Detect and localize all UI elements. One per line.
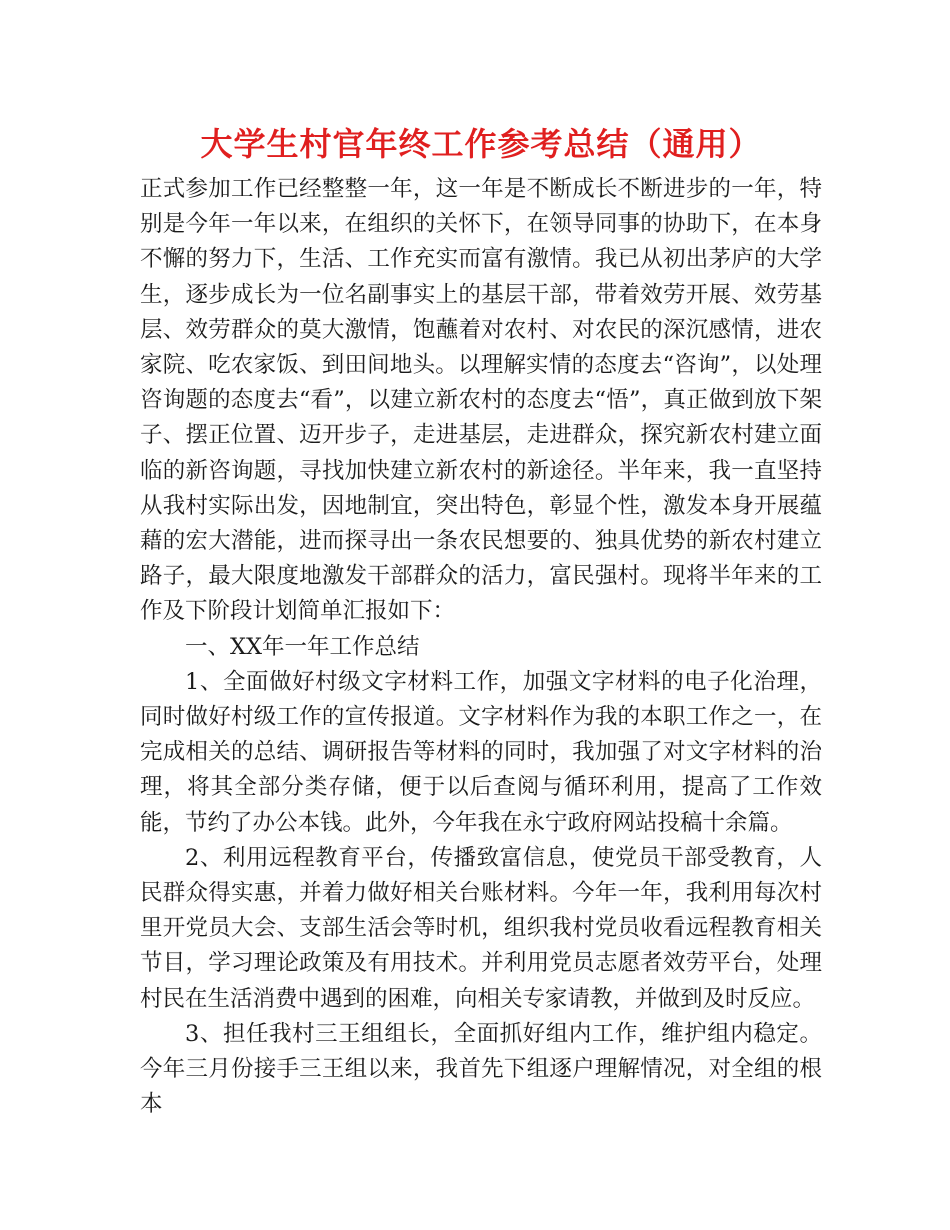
document-body: [140, 172, 822, 1122]
paragraph-item-1: 1、全面做好村级文字材料工作，加强文字材料的电子化治理，同时做好村级工作的宣传报道。文字材料作为我的本职工作之一，在完成相关的总结、调研报告等材料的同时，我加强了对文字材料的治理，将其全部分类存储，便于以后查阅与循环利用，提高了工作效能，节约了办公本钱。此外，今年我在永宁政府网站投稿十余篇。: [140, 668, 822, 836]
document-title: 大学生村官年终工作参考总结（通用）: [200, 125, 762, 163]
paragraph-intro: 正式参加工作已经整整一年，这一年是不断成长不断进步的一年，特别是今年一年以来，在组织的关怀下，在领导同事的协助下，在本身不懈的努力下，生活、工作充实而富有激情。我已从初出茅庐的大学生，逐步成长为一位名副事实上的基层干部，带着效劳开展、效劳基层、效劳群众的莫大激情，饱蘸着对农村、对农民的深沉感情，进农家院、吃农家饭、到田间地头。以理解实情的态度去“咨询”，以处理咨询题的态度去“看”，以建立新农村的态度去“悟”，真正做到放下架子、摆正位置、迈开步子，走进基层，走进群众，探究新农村建立面临的新咨询题，寻找加快建立新农村的新途径。半年来，我一直坚持从我村实际出发，因地制宜，突出特色，彰显个性，激发本身开展蕴藉的宏大潜能，进而探寻出一条农民想要的、独具优势的新农村建立路子，最大限度地激发干部群众的活力，富民强村。现将半年来的工作及下阶段计划简单汇报如下：: [140, 176, 822, 625]
paragraph-item-2: 2、利用远程教育平台，传播致富信息，使党员干部受教育，人民群众得实惠，并着力做好相关台账材料。今年一年，我利用每次村里开党员大会、支部生活会等时机，组织我村党员收看远程教育相关节目，学习理论政策及有用技术。并利用党员志愿者效劳平台，处理村民在生活消费中遇到的困难，向相关专家请教，并做到及时反应。: [140, 844, 822, 1012]
section-heading-1: 一、XX年一年工作总结: [185, 633, 420, 660]
paragraph-item-3: 3、担任我村三王组组长，全面抓好组内工作，维护组内稳定。今年三月份接手三王组以来，我首先下组逐户理解情况，对全组的根本: [140, 1020, 822, 1118]
